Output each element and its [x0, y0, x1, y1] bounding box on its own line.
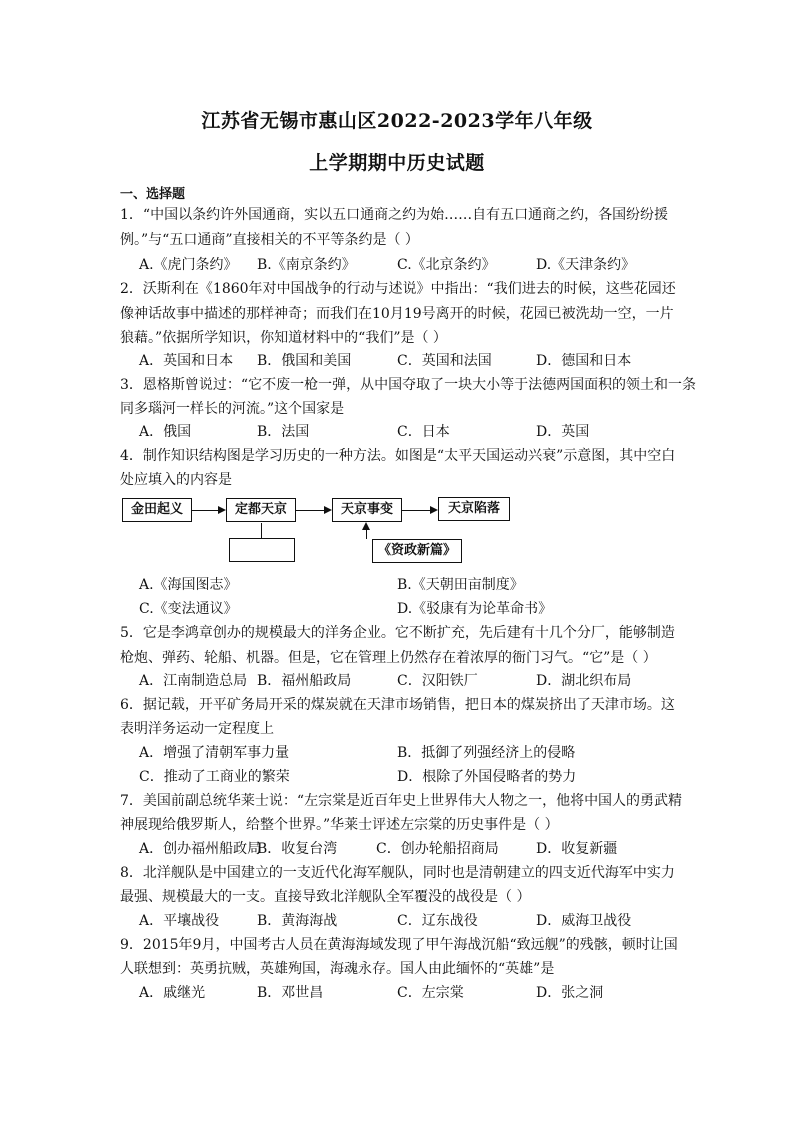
box-capital-tianjing: 定都天京 [226, 498, 296, 522]
q9-line1: 9．2015年9月，中国考古人员在黄海海域发现了甲午海战沉船“致远舰”的残骸，顿时让国 [120, 937, 678, 953]
q3-option-d[interactable]: D．英国 [536, 424, 590, 440]
q9-option-b[interactable]: B．邓世昌 [257, 985, 324, 1001]
q6-option-a[interactable]: A．增强了清朝军事力量 [139, 745, 290, 761]
q9-option-d[interactable]: D．张之洞 [536, 985, 604, 1001]
q1-line2: 例。”与“五口通商”直接相关的不平等条约是（ ） [120, 232, 419, 248]
q9-option-a[interactable]: A．戚继光 [139, 985, 206, 1001]
doc-title-line1: 江苏省无锡市惠山区2022-2023学年八年级 [201, 110, 593, 132]
q1-line1: 1．“中国以条约许外国通商，实以五口通商之约为始……自有五口通商之约，各国纷纷援 [120, 207, 669, 223]
q4-line2: 处应填入的内容是 [120, 472, 232, 488]
q7-option-d[interactable]: D．收复新疆 [536, 841, 618, 857]
q6-option-d[interactable]: D．根除了外国侵略者的势力 [397, 769, 577, 785]
q4-option-a[interactable]: A.《海国图志》 [139, 577, 238, 593]
q7-option-b[interactable]: B．收复台湾 [257, 841, 338, 857]
q5-line2: 枪炮、弹药、轮船、机器。但是，它在管理上仍然存在着浓厚的衙门习气。“它”是（ ） [120, 650, 657, 666]
q7-option-c[interactable]: C．创办轮船招商局 [376, 841, 499, 857]
q8-option-d[interactable]: D．威海卫战役 [536, 913, 632, 929]
q3-option-a[interactable]: A．俄国 [139, 424, 192, 440]
arrow-2 [296, 510, 330, 511]
q2-option-c[interactable]: C．英国和法国 [397, 353, 492, 369]
q7-line2: 神展现给俄罗斯人，给整个世界。”华莱士评述左宗棠的历史事件是（ ） [120, 817, 559, 833]
q3-line1: 3．恩格斯曾说过：“它不废一枪一弹，从中国夺取了一块大小等于法德两国面积的领土和一条 [120, 377, 697, 393]
q5-line1: 5．它是李鸿章创办的规模最大的洋务企业。它不断扩充，先后建有十几个分厂，能够制造 [120, 625, 675, 641]
q9-option-c[interactable]: C．左宗棠 [397, 985, 464, 1001]
q4-option-d[interactable]: D.《驳康有为论革命书》 [397, 601, 553, 617]
connector-blank [261, 523, 262, 538]
q8-option-a[interactable]: A．平壤战役 [139, 913, 220, 929]
arrow-1 [192, 510, 224, 511]
q8-option-c[interactable]: C．辽东战役 [397, 913, 478, 929]
q2-line3: 狼藉。”依据所学知识，你知道材料中的“我们”是（ ） [120, 330, 447, 346]
q2-option-a[interactable]: A．英国和日本 [139, 353, 234, 369]
q3-line2: 同多瑙河一样长的河流。”这个国家是 [120, 401, 345, 417]
q6-option-b[interactable]: B．抵御了列强经济上的侵略 [397, 745, 576, 761]
arrow-up-to-incident [366, 524, 367, 539]
q5-option-c[interactable]: C．汉阳铁厂 [397, 673, 478, 689]
q1-option-a[interactable]: A.《虎门条约》 [139, 257, 238, 273]
q6-option-c[interactable]: C．推动了工商业的繁荣 [139, 769, 290, 785]
q3-option-c[interactable]: C．日本 [397, 424, 450, 440]
doc-title-line2: 上学期期中历史试题 [309, 152, 485, 174]
q2-line2: 像神话故事中描述的那样神奇；而我们在10月19号离开的时候，花园已被洗劫一空，一片 [120, 306, 674, 322]
q1-option-b[interactable]: B.《南京条约》 [257, 257, 356, 273]
arrow-3 [402, 510, 436, 511]
box-tianjing-fall: 天京陷落 [438, 497, 510, 521]
q2-option-d[interactable]: D．德国和日本 [536, 353, 632, 369]
q4-option-c[interactable]: C.《变法通议》 [139, 601, 238, 617]
q9-line2: 人联想到：英勇抗贼，英雄殉国，海魂永存。国人由此缅怀的“英雄”是 [120, 961, 555, 977]
q6-line2: 表明洋务运动一定程度上 [120, 721, 274, 737]
q8-line2: 最强、规模最大的一支。直接导致北洋舰队全军覆没的战役是（ ） [120, 889, 531, 905]
q5-option-b[interactable]: B．福州船政局 [257, 673, 352, 689]
q2-line1: 2．沃斯利在《1860年对中国战争的行动与述说》中指出：“我们进去的时候，这些花园还 [120, 281, 676, 297]
q7-line1: 7．美国前副总统华莱士说：“左宗棠是近百年史上世界伟大人物之一，他将中国人的勇武精 [120, 793, 683, 809]
q4-line1: 4．制作知识结构图是学习历史的一种方法。如图是“太平天国运动兴衰”示意图，其中空白 [120, 448, 676, 464]
blank-box [229, 538, 295, 562]
q1-option-c[interactable]: C.《北京条约》 [397, 257, 496, 273]
q8-line1: 8．北洋舰队是中国建立的一支近代化海军舰队，同时也是清朝建立的四支近代海军中实力 [120, 865, 675, 881]
q8-option-b[interactable]: B．黄海海战 [257, 913, 338, 929]
q2-option-b[interactable]: B．俄国和美国 [257, 353, 352, 369]
q4-option-b[interactable]: B.《天朝田亩制度》 [397, 577, 524, 593]
box-zizheng-xinpian: 《资政新篇》 [372, 539, 462, 563]
q7-option-a[interactable]: A．创办福州船政局 [139, 841, 262, 857]
section-heading: 一、选择题 [120, 187, 186, 202]
q5-option-a[interactable]: A．江南制造总局 [139, 673, 248, 689]
q1-option-d[interactable]: D.《天津条约》 [536, 257, 636, 273]
q5-option-d[interactable]: D．湖北织布局 [536, 673, 632, 689]
q3-option-b[interactable]: B．法国 [257, 424, 310, 440]
q6-line1: 6．据记载，开平矿务局开采的煤炭就在天津市场销售，把日本的煤炭挤出了天津市场。这 [120, 697, 675, 713]
box-jintian-uprising: 金田起义 [122, 498, 192, 522]
box-tianjing-incident: 天京事变 [332, 498, 402, 522]
